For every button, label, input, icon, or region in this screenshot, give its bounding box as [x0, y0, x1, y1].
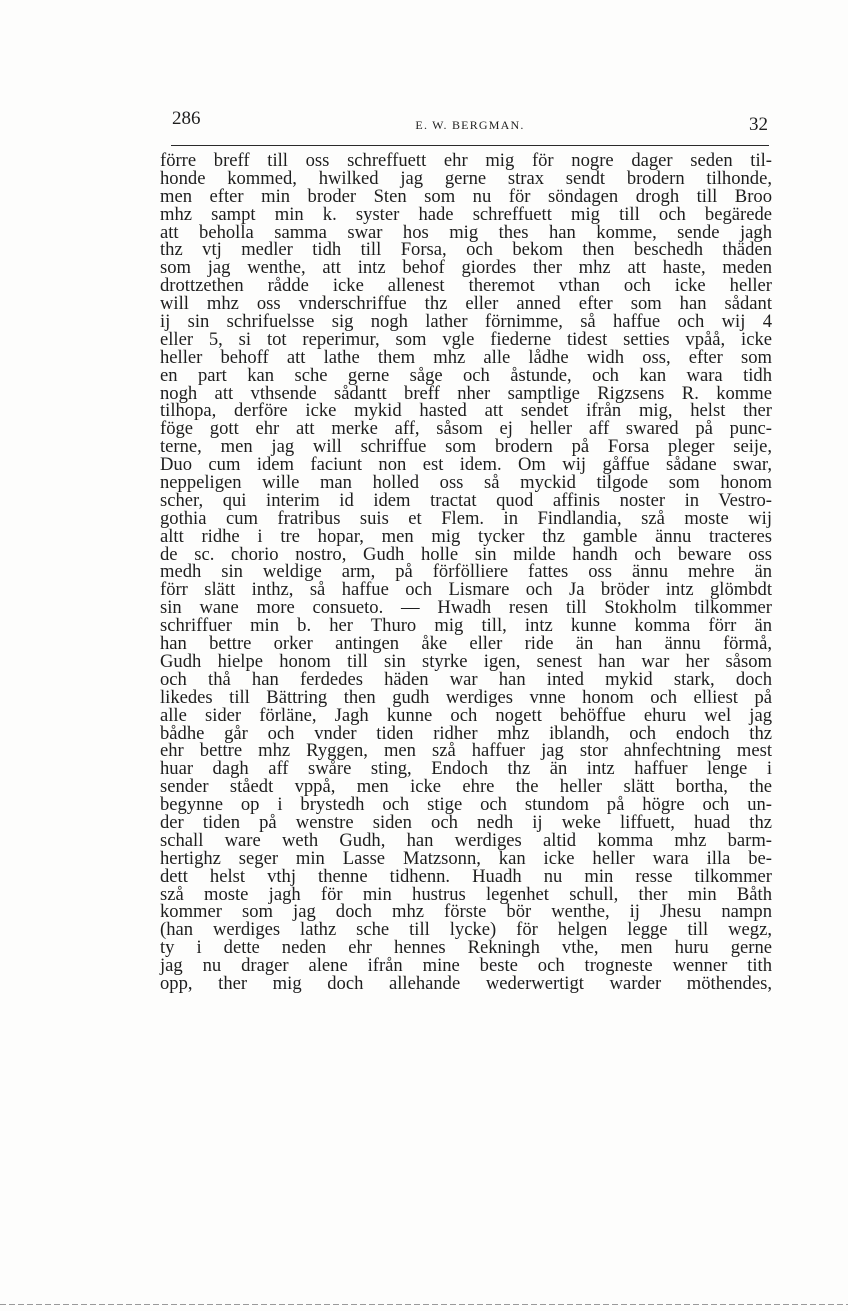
text-line: nogh att vthsende sådantt breff nher samptlige Rigzsens R. komme: [160, 382, 772, 404]
text-line: alle sider förläne, Jagh kunne och nogett behöffue ehuru wel jag: [160, 704, 772, 726]
text-line: heller behoff att lathe them mhz alle lådhe widh oss, efter som: [160, 346, 772, 368]
text-line: honde kommed, hwilked jag gerne strax sendt brodern tilhonde,: [160, 167, 772, 189]
text-line: thz vtj medler tidh till Forsa, och bekom then beschedh thäden: [160, 239, 772, 261]
text-line: förr slätt inthz, så haffue och Lismare och Ja bröder intz glömbdt: [160, 579, 772, 601]
text-line: han bettre orker antingen åke eller ride än han ännu förmå,: [160, 633, 772, 655]
page-number: 286: [172, 108, 201, 129]
text-line: Duo cum idem faciunt non est idem. Om wij gåffue sådane swar,: [160, 454, 772, 476]
text-line: drottzethen rådde icke allenest theremot vthan och icke heller: [160, 275, 772, 297]
text-line: der tiden på wenstre siden och nedh ij weke liffuett, huad thz: [160, 811, 772, 833]
text-line: ij sin schrifuelsse sig nogh lather förnimme, så haffue och wij 4: [160, 311, 772, 333]
letter-body-text: [160, 152, 772, 993]
text-line: mhz sampt min k. syster hade schreffuett mig till och begärede: [160, 203, 772, 225]
page-header: [172, 108, 768, 138]
text-line: huar dagh aff swåre sting, Endoch thz än intz haffuer lenge i: [160, 758, 772, 780]
text-line: gothia cum fratribus suis et Flem. in Findlandia, szå moste wij: [160, 507, 772, 529]
text-line: opp, ther mig doch allehande wederwertigt warder möthendes,: [160, 972, 772, 994]
header-rule: [171, 145, 769, 146]
text-line: medh sin weldige arm, på förfölliere fattes oss ännu mehre än: [160, 561, 772, 583]
text-line: men efter min broder Sten som nu för söndagen drogh till Broo: [160, 185, 772, 207]
text-line: szå moste jagh för min hustrus legenhet schull, ther min Båth: [160, 883, 772, 905]
text-line: och thå han ferdedes häden war han inted mykid stark, doch: [160, 668, 772, 690]
text-line: jag nu drager alene ifrån mine beste och trogneste wenner tith: [160, 955, 772, 977]
text-line: neppeligen wille man holled oss så myckid tilgode som honom: [160, 472, 772, 494]
text-line: dett helst vthj thenne tidhenn. Huadh nu min resse tilkommer: [160, 865, 772, 887]
text-line: ty i dette neden ehr hennes Rekningh vthe, men huru gerne: [160, 937, 772, 959]
text-line: begynne op i brystedh och stige och stundom på högre och un-: [160, 794, 772, 816]
text-line: schall ware weth Gudh, han werdiges altid komma mhz barm-: [160, 829, 772, 851]
text-line: som jag wenthe, att intz behof giordes ther mhz att haste, meden: [160, 257, 772, 279]
running-head: E. W. BERGMAN.: [415, 118, 525, 132]
text-line: hertighz seger min Lasse Matzsonn, kan icke heller wara illa be-: [160, 847, 772, 869]
text-line: schriffuer min b. her Thuro mig till, intz kunne komma förr än: [160, 615, 772, 637]
letter-number: 32: [749, 114, 768, 135]
text-line: scher, qui interim id idem tractat quod affinis noster in Vestro-: [160, 489, 772, 511]
text-line: sender ståedt vppå, men icke ehre the heller slätt bortha, the: [160, 776, 772, 798]
text-line: terne, men jag will schriffue som brodern på Forsa pleger seije,: [160, 436, 772, 458]
text-line: sin wane more consueto. — Hwadh resen till Stokholm tilkommer: [160, 597, 772, 619]
text-line: förre breff till oss schreffuett ehr mig för nogre dager seden til-: [160, 150, 772, 171]
text-line: ehr bettre mhz Ryggen, men szå haffuer jag stor ahnfechtning mest: [160, 740, 772, 762]
text-line: en part kan sche gerne såge och åstunde, och kan wara tidh: [160, 364, 772, 386]
text-line: kommer som jag doch mhz förste bör wenthe, ij Jhesu nampn: [160, 901, 772, 923]
text-line: altt ridhe i tre hopar, men mig tycker thz gamble ännu tracteres: [160, 525, 772, 547]
text-line: (han werdiges lathz sche till lycke) för helgen legge till wegz,: [160, 919, 772, 941]
text-line: eller 5, si tot reperimur, som vgle fiederne tidest setties vpåå, icke: [160, 328, 772, 350]
text-line: Gudh hielpe honom till sin styrke igen, senest han war her såsom: [160, 650, 772, 672]
scan-bottom-edge: [0, 1304, 848, 1305]
text-line: tilhopa, derföre icke mykid hasted att sendet ifrån mig, helst ther: [160, 400, 772, 422]
text-line: att beholla samma swar hos mig thes han komme, sende jagh: [160, 221, 772, 243]
text-line: likedes till Bättring then gudh werdiges vnne honom och elliest på: [160, 686, 772, 708]
text-line: bådhe går och vnder tiden ridher mhz iblandh, och endoch thz: [160, 722, 772, 744]
text-line: will mhz oss vnderschriffue thz eller anned efter som han sådant: [160, 293, 772, 315]
text-line: föge gott ehr att merke aff, såsom ej heller aff swared på punc-: [160, 418, 772, 440]
text-line: de sc. chorio nostro, Gudh holle sin milde handh och beware oss: [160, 543, 772, 565]
